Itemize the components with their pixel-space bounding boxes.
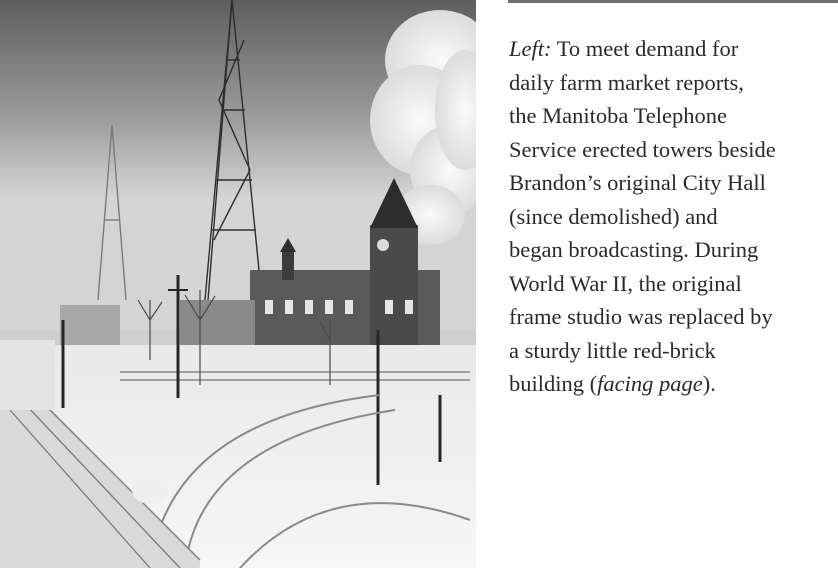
caption-text: To meet demand for [551,36,739,61]
caption-line [509,32,829,66]
photo-caption [509,32,829,401]
caption-line: Brandon’s original City Hall [509,170,766,195]
caption-line: World War II, the original [509,270,742,296]
caption-line: (since demolished) and [509,203,718,229]
caption-line: a sturdy little red-brick [509,337,716,363]
caption-text: ). [702,371,716,396]
top-rule [508,0,838,3]
caption-line [509,367,829,401]
caption-text: building ( [509,371,598,396]
caption-line: began broadcasting. During [509,237,759,262]
caption-line: the Manitoba Telephone [509,103,727,128]
caption-label: Left: [509,36,552,61]
caption-line: Service erected towers beside [509,136,776,162]
caption-line: daily farm market reports, [509,69,744,95]
caption-line: frame studio was replaced by [509,304,773,329]
caption-cross-reference: facing page [597,371,703,396]
